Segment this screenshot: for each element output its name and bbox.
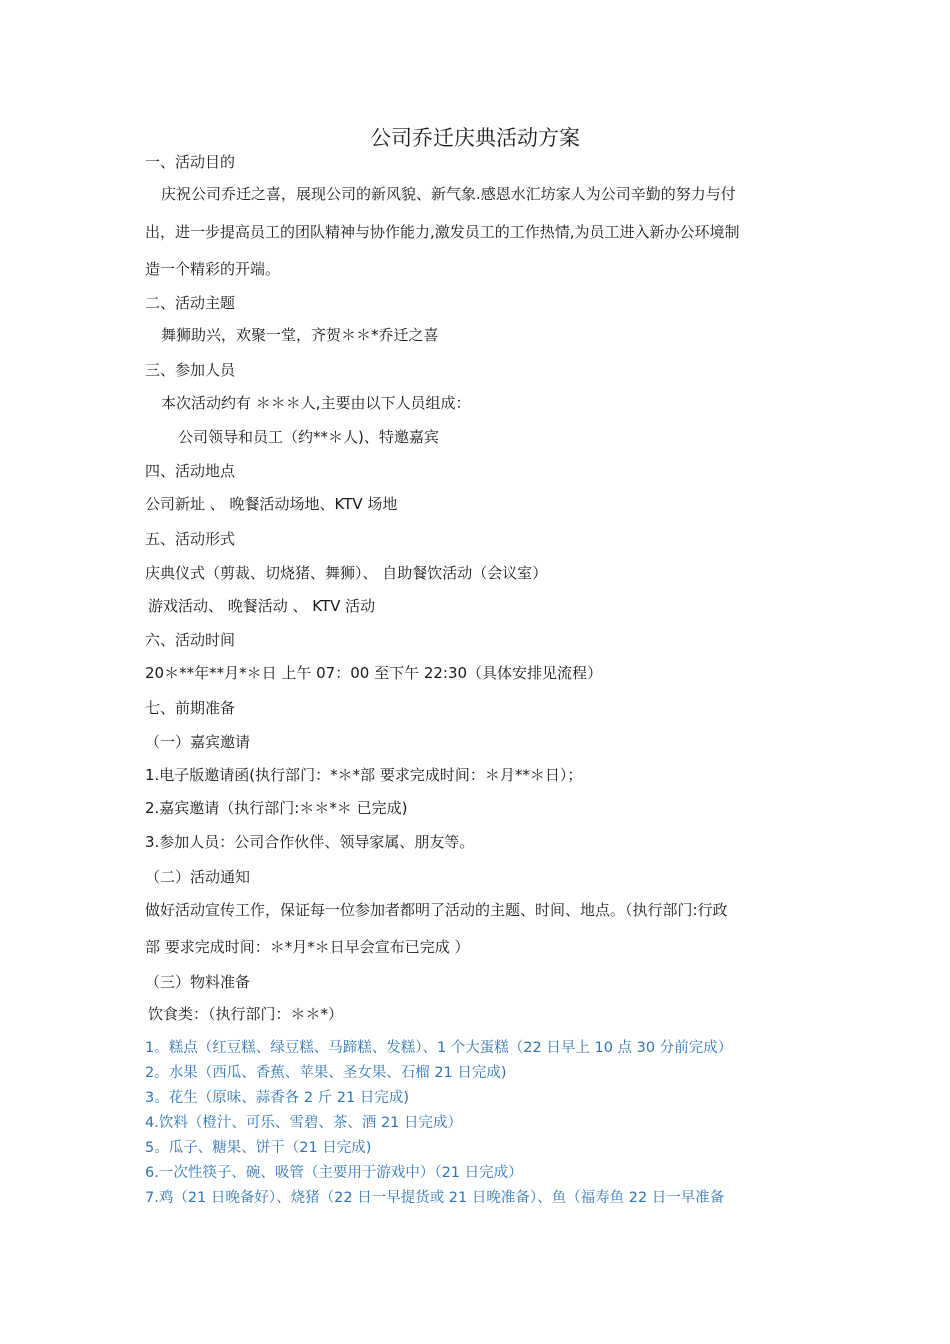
paragraph-line: 舞狮助兴，欢聚一堂，齐贺＊＊*乔迁之喜 xyxy=(161,326,439,344)
paragraph-line: 做好活动宣传工作，保证每一位参加者都明了活动的主题、时间、地点。（执行部门:行政 xyxy=(145,901,728,919)
list-item: 2.嘉宾邀请（执行部门:＊＊*＊ 已完成) xyxy=(145,799,408,817)
heading-location: 四、活动地点 xyxy=(145,462,236,480)
list-item: 1。糕点（红豆糕、绿豆糕、马蹄糕、发糕）、1 个大蛋糕（22 日早上 10 点 30 分前完成） xyxy=(145,1040,733,1056)
paragraph-line: 出，进一步提高员工的团队精神与协作能力,激发员工的工作热情,为员工进入新办公环境制 xyxy=(145,223,740,241)
paragraph-line: 公司新址 、 晚餐活动场地、KTV 场地 xyxy=(145,495,398,513)
paragraph-line: 部 要求完成时间：＊*月*＊日早会宣布已完成 ） xyxy=(145,938,470,956)
list-item: 3.参加人员：公司合作伙伴、领导家属、朋友等。 xyxy=(145,833,475,851)
paragraph-line: 公司领导和员工（约**＊人)、特邀嘉宾 xyxy=(178,428,439,446)
paragraph-line: 游戏活动、 晚餐活动 、 KTV 活动 xyxy=(148,597,376,615)
paragraph-line: 本次活动约有 ＊＊＊人,主要由以下人员组成： xyxy=(161,394,471,412)
document-title: 公司乔迁庆典活动方案 xyxy=(370,126,580,150)
heading-format: 五、活动形式 xyxy=(145,530,236,548)
subheading-event-notice: （二）活动通知 xyxy=(145,868,251,886)
list-item: 2。水果（西瓜、香蕉、苹果、圣女果、石榴 21 日完成) xyxy=(145,1065,507,1081)
list-item: 6.一次性筷子、碗、吸管（主要用于游戏中）（21 日完成） xyxy=(145,1165,523,1181)
heading-time: 六、活动时间 xyxy=(145,631,236,649)
list-item: 3。花生（原味、蒜香各 2 斤 21 日完成) xyxy=(145,1090,409,1106)
list-item: 4.饮料（橙汁、可乐、雪碧、茶、酒 21 日完成） xyxy=(145,1115,463,1131)
list-item: 5。瓜子、糖果、饼干（21 日完成) xyxy=(145,1140,372,1156)
paragraph-line: 造一个精彩的开端。 xyxy=(145,260,281,278)
paragraph-line: 庆典仪式（剪裁、切烧猪、舞狮）、 自助餐饮活动（会议室） xyxy=(145,564,548,582)
list-item: 1.电子版邀请函(执行部门：*＊*部 要求完成时间：＊月**＊日）； xyxy=(145,766,583,784)
paragraph-line: 庆祝公司乔迁之喜，展现公司的新风貌、新气象.感恩水汇坊家人为公司辛勤的努力与付 xyxy=(161,185,736,203)
subheading-materials: （三）物料准备 xyxy=(145,973,251,991)
subheading-guest-invitation: （一）嘉宾邀请 xyxy=(145,733,251,751)
paragraph-line: 饮食类：（执行部门：＊＊*） xyxy=(148,1005,344,1023)
heading-theme: 二、活动主题 xyxy=(145,294,236,312)
heading-participants: 三、参加人员 xyxy=(145,361,236,379)
paragraph-line: 20＊**年**月*＊日 上午 07：00 至下午 22:30（具体安排见流程） xyxy=(145,664,603,682)
list-item: 7.鸡（21 日晚备好）、烧猪（22 日一早提货或 21 日晚准备）、鱼（福寿鱼 22 日一早准备 xyxy=(145,1190,725,1206)
heading-purpose: 一、活动目的 xyxy=(145,153,236,171)
heading-preparation: 七、前期准备 xyxy=(145,699,236,717)
